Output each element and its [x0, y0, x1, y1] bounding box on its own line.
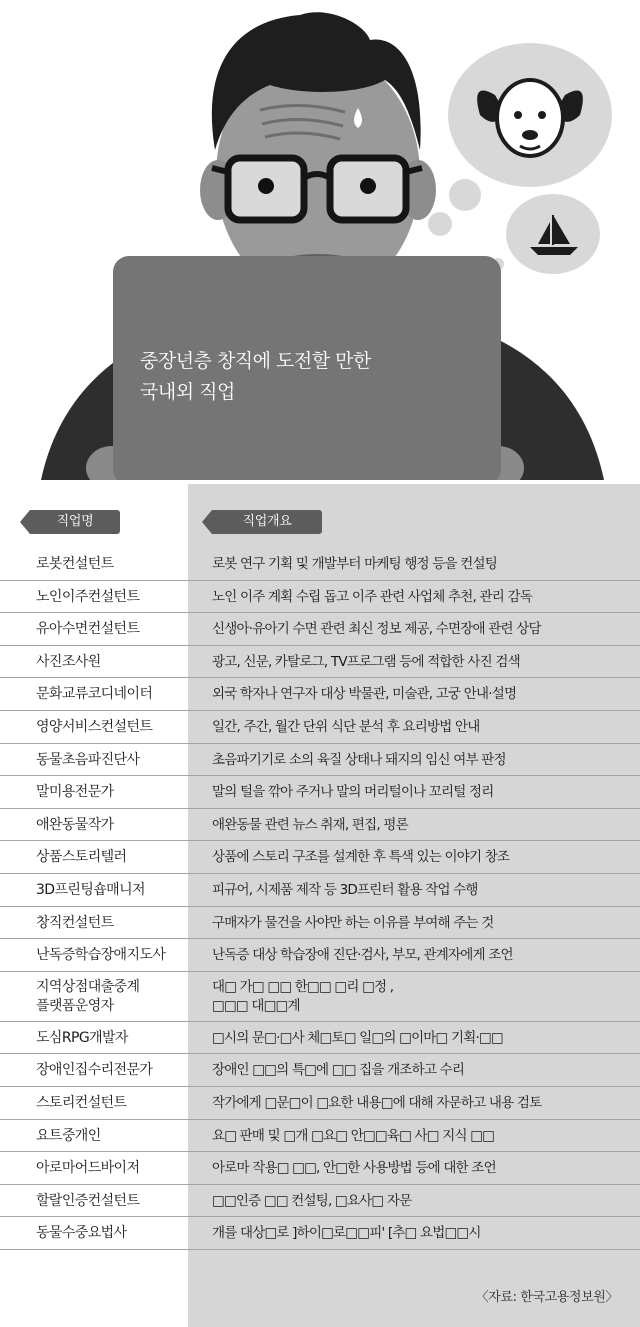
job-description [212, 620, 636, 639]
table-row [0, 646, 640, 679]
job-name-line: 3D프린팅숍매니저 [36, 882, 145, 898]
job-description-line: 노인 이주 계획 수립 돕고 이주 관련 사업체 추천, 관리 감독 [212, 588, 532, 605]
job-description-line: 작가에게 □문□이 □요한 내용□에 대해 자문하고 내용 검토 [212, 1095, 542, 1111]
job-description-line: 상품에 스토리 구조를 설계한 후 특색 있는 이야기 창조 [212, 849, 510, 866]
job-table [0, 484, 640, 1327]
job-description [212, 1192, 636, 1211]
job-name-line: 애완동물작가 [36, 816, 114, 833]
job-description-line: 요□ 판매 및 □개 □요□ 안□□육□ 사□ 지식 □□ [212, 1127, 495, 1144]
graphic-title [140, 346, 470, 408]
job-name [36, 1159, 184, 1178]
job-description [212, 685, 636, 704]
job-name [36, 1127, 184, 1146]
table-row [0, 776, 640, 809]
source-note: 〈자료: 한국고용정보원〉 [475, 1290, 618, 1305]
job-name-line: 지역상점대출중계 [36, 978, 140, 995]
job-name-line: 장애인집수리전문가 [36, 1062, 153, 1079]
job-description [212, 1224, 636, 1243]
job-name-line: 도심RPG개발자 [36, 1029, 128, 1046]
job-name [36, 914, 184, 933]
job-name [36, 685, 184, 704]
job-name [36, 718, 184, 737]
table-row [0, 1152, 640, 1185]
job-description [212, 914, 636, 933]
job-description [212, 1094, 636, 1113]
job-description-line: 일간, 주간, 월간 단위 식단 분석 후 요리방법 안내 [212, 719, 480, 735]
job-description [212, 653, 636, 672]
job-description [212, 751, 636, 770]
job-description-line: 광고, 신문, 카탈로그, TV프로그램 등에 적합한 사진 검색 [212, 653, 520, 670]
title-line-1: 중장년층 창직에 도전할 만한 [140, 350, 371, 372]
table-row [0, 809, 640, 842]
job-description-line: □시의 문□·□사 체□토□ 일□의 □이마□ 기획·□□ [212, 1029, 503, 1046]
job-name-line: 상품스토리텔러 [36, 849, 127, 866]
job-description [212, 1159, 636, 1178]
job-name [36, 946, 184, 965]
title-line-2: 국내외 직업 [140, 381, 235, 403]
job-name-line: 문화교류코디네이터 [36, 686, 153, 703]
job-name-line: 노인이주컨설턴트 [36, 588, 140, 605]
table-row [0, 678, 640, 711]
table-row [0, 1054, 640, 1087]
column-header-description: 직업개요 [212, 510, 322, 534]
job-name-line: 말미용전문가 [36, 784, 114, 801]
job-description-line: □□□ 대□□계 [212, 997, 300, 1014]
table-row [0, 972, 640, 1022]
job-description-line: 개를 대상□로 ]하이□로□□피' [추□ 요법□□시 [212, 1225, 481, 1242]
job-name [36, 783, 184, 802]
job-description [212, 555, 636, 574]
job-name [36, 816, 184, 835]
table-row [0, 744, 640, 777]
job-name [36, 1224, 184, 1243]
table-row [0, 841, 640, 874]
table-row [0, 939, 640, 972]
illustration-man-at-laptop [0, 0, 640, 485]
table-row [0, 548, 640, 581]
job-name [36, 1061, 184, 1080]
job-name-line: 동물수중요법사 [36, 1225, 127, 1242]
job-name-line: 할랄인증컨설턴트 [36, 1192, 140, 1209]
job-name [36, 620, 184, 639]
table-row [0, 907, 640, 940]
job-description [212, 1127, 636, 1146]
job-name [36, 588, 184, 607]
job-name [36, 881, 184, 900]
table-row [0, 874, 640, 907]
job-name [36, 1029, 184, 1048]
job-description [212, 946, 636, 965]
job-description [212, 718, 636, 737]
job-name-line: 창직컨설턴트 [36, 914, 114, 931]
job-description-line: 초음파기기로 소의 육질 상태나 돼지의 임신 여부 판정 [212, 751, 506, 768]
job-description [212, 816, 636, 835]
job-name-line: 유아수면컨설턴트 [36, 621, 140, 638]
job-description-line: 구매자가 물건을 사야만 하는 이유를 부여해 주는 것 [212, 914, 494, 931]
job-description-line: 로봇 연구 기획 및 개발부터 마케팅 행정 등을 컨설팅 [212, 556, 497, 572]
job-description-line: □□인증 □□ 컨설팅, □요사□ 자문 [212, 1192, 412, 1209]
job-description-line: 대□ 가□ □□ 한□□ □리 □정 , [212, 978, 394, 995]
job-description [212, 1061, 636, 1080]
job-name [36, 978, 184, 1016]
table-row [0, 711, 640, 744]
job-name-line: 플랫폼운영자 [36, 997, 114, 1014]
job-name-line: 동물초음파진단사 [36, 751, 140, 768]
job-description-line: 난독증 대상 학습장애 진단·검사, 부모, 관계자에게 조언 [212, 947, 513, 964]
column-header-job: 직업명 [30, 510, 120, 534]
job-name-line: 난독증학습장애지도사 [36, 947, 166, 964]
job-name [36, 555, 184, 574]
job-description-line: 장애인 □□의 특□에 □□ 집을 개조하고 수리 [212, 1062, 465, 1079]
job-description [212, 848, 636, 867]
job-description [212, 783, 636, 802]
job-name-line: 로봇컨설턴트 [36, 556, 114, 572]
table-row [0, 1087, 640, 1120]
job-description-line: 말의 털을 깎아 주거나 말의 머리털이나 꼬리털 정리 [212, 784, 494, 801]
table-row [0, 1185, 640, 1218]
job-name-line: 요트중개인 [36, 1127, 101, 1144]
job-name [36, 653, 184, 672]
table-row [0, 1022, 640, 1055]
job-description [212, 1029, 636, 1048]
job-description-line: 피규어, 시제품 제작 등 3D프린터 활용 작업 수행 [212, 882, 478, 898]
table-row [0, 1217, 640, 1250]
job-description-line: 애완동물 관련 뉴스 취재, 편집, 평론 [212, 816, 408, 833]
table-row [0, 1120, 640, 1153]
job-name [36, 1094, 184, 1113]
job-description [212, 588, 636, 607]
job-description-line: 신생아·유아기 수면 관련 최신 정보 제공, 수면장애 관련 상담 [212, 621, 541, 638]
job-name [36, 848, 184, 867]
job-name-line: 영양서비스컨설턴트 [36, 719, 153, 735]
job-name [36, 1192, 184, 1211]
job-name-line: 사진조사원 [36, 653, 101, 670]
job-name [36, 751, 184, 770]
job-name-line: 아로마어드바이저 [36, 1160, 140, 1177]
job-description-line: 아로마 작용□ □□, 안□한 사용방법 등에 대한 조언 [212, 1160, 496, 1177]
job-description [212, 978, 636, 1016]
job-name-line: 스토리컨설턴트 [36, 1095, 127, 1111]
table-row [0, 613, 640, 646]
job-description [212, 881, 636, 900]
job-description-line: 외국 학자나 연구자 대상 박물관, 미술관, 고궁 안내·설명 [212, 686, 517, 703]
table-row [0, 581, 640, 614]
